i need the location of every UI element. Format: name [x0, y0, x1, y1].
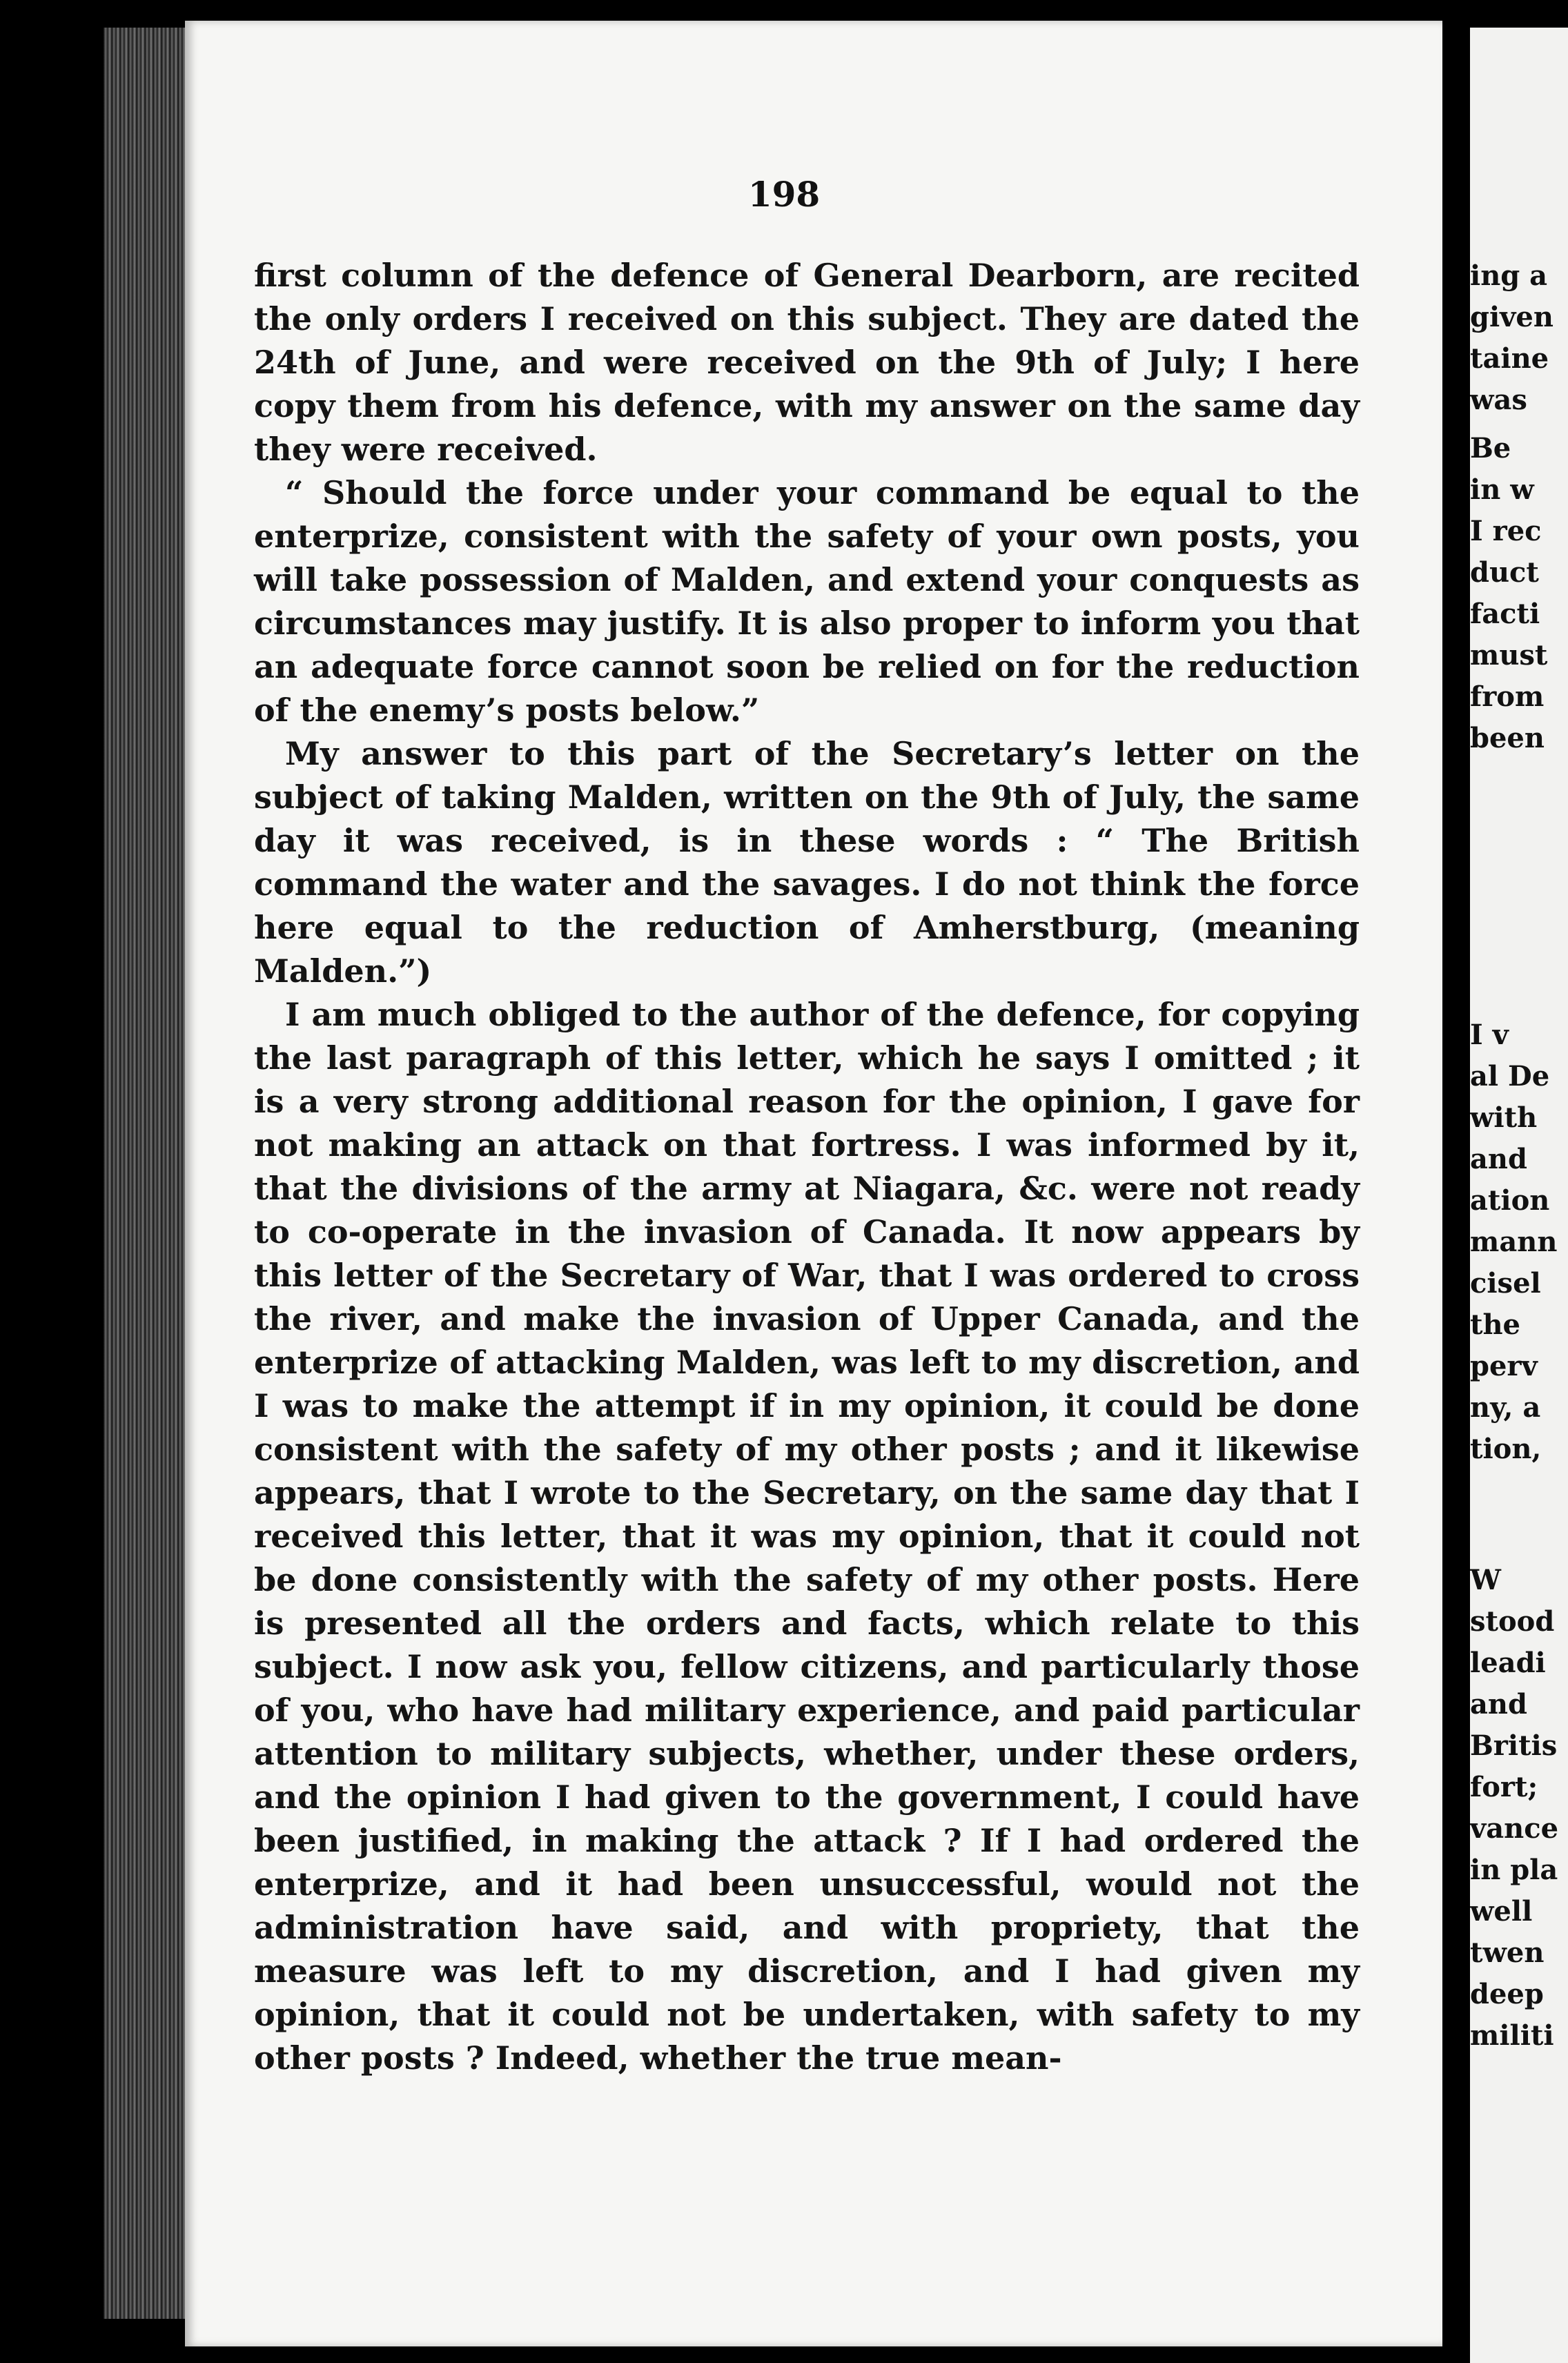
facing-page-fragment: in w: [1470, 473, 1534, 506]
facing-page-fragment: from: [1470, 680, 1545, 713]
facing-page-fragment: al De: [1470, 1060, 1550, 1092]
paragraph: I am much obliged to the author of the defence, for copying the last paragraph of this letter, which he says I omitted ; it is a very strong additional reason for the opinion, I gave for not making an attack on that fortress. I was informed by it, that the divisions of the army at Niagara, &c. were not ready to co-operate in the invasion of Canada. It now appears by this letter of the Secretary of War, that I was ordered to cross the river, and make the invasion of Upper Canada, and the enterprize of attacking Malden, was left to my discretion, and I was to make the attempt if in my opinion, it could be done consistent with the safety of my other posts ; and it likewise appears, that I wrote to the Secretary, on the same day that I received this letter, that it was my opinion, that it could not be done consistently with the safety of my other posts. Here is presented all the orders and facts, which relate to this subject. I now ask you, fellow citizens, and particularly those of you, who have had military experience, and paid particular attention to military subjects, whether, under these orders, and the opinion I had given to the government, I could have been justified, in making the attack ? If I had ordered the enterprize, and it had been unsuccessful, would not the administration have said, and with propriety, that the measure was left to my discretion, and I had given my opinion, that it could not be undertaken, with safety to my other posts ? Indeed, whether the true mean-: [254, 996, 1360, 2077]
facing-page-fragment: facti: [1470, 598, 1540, 630]
page-body-text: [254, 254, 1360, 2080]
page-gutter: [1442, 0, 1470, 2363]
facing-page-fragment: well: [1470, 1895, 1533, 1928]
facing-page-fragment: cisel: [1470, 1267, 1541, 1300]
facing-page-fragment: Be: [1470, 432, 1511, 464]
facing-page-fragment: the: [1470, 1308, 1521, 1341]
facing-page-fragment: and: [1470, 1688, 1527, 1720]
book-edge: [104, 28, 193, 2319]
facing-page-fragment: vance: [1470, 1812, 1559, 1845]
facing-page-fragment: tion,: [1470, 1433, 1542, 1465]
facing-page-fragment: must: [1470, 639, 1548, 671]
facing-page-fragment: given: [1470, 301, 1554, 333]
facing-page-fragment: I v: [1470, 1019, 1509, 1051]
facing-page-fragment: deep: [1470, 1978, 1544, 2010]
facing-page-fragment: ation: [1470, 1184, 1550, 1217]
facing-page-edge: [1470, 28, 1568, 2363]
page-number: 198: [747, 174, 821, 215]
facing-page-fragment: stood: [1470, 1605, 1555, 1638]
facing-page-fragment: taine: [1470, 342, 1549, 375]
facing-page-fragment: Britis: [1470, 1729, 1558, 1762]
facing-page-fragment: ny, a: [1470, 1391, 1541, 1424]
facing-page-fragment: militi: [1470, 2019, 1554, 2052]
facing-page-fragment: was: [1470, 384, 1527, 416]
facing-page-fragment: W: [1470, 1564, 1501, 1596]
paragraph: “ Should the force under your command be equal to the enterprize, consistent with the safety of your own posts, you will take possession of Malden, and extend your conquests as circumstances may justify. It is also proper to inform you that an adequate force cannot soon be relied on for the reduction of the enemy’s posts below.”: [254, 474, 1360, 729]
paragraph: first column of the defence of General Dearborn, are recited the only orders I received on this subject. They are dated the 24th of June, and were received on the 9th of July; I here copy them from his defence, with my answer on the same day they were received.: [254, 257, 1360, 468]
facing-page-fragment: I rec: [1470, 515, 1542, 547]
facing-page-fragment: fort;: [1470, 1771, 1538, 1803]
facing-page-fragment: perv: [1470, 1350, 1538, 1382]
facing-page-fragment: leadi: [1470, 1647, 1546, 1679]
facing-page-fragment: mann: [1470, 1226, 1558, 1258]
facing-page-fragment: been: [1470, 722, 1545, 754]
facing-page-fragment: ing a: [1470, 259, 1548, 292]
facing-page-fragment: with: [1470, 1101, 1538, 1134]
paragraph: My answer to this part of the Secretary’s letter on the subject of taking Malden, written on the 9th of July, the same day it was received, is in these words : “ The British command the water and the savages. I do not think the force here equal to the reduction of Amherstburg, (meaning Malden.”): [254, 735, 1360, 990]
facing-page-fragment: duct: [1470, 556, 1539, 589]
facing-page-fragment: and: [1470, 1143, 1527, 1175]
facing-page-fragment: twen: [1470, 1937, 1545, 1969]
facing-page-fragment: in pla: [1470, 1854, 1558, 1886]
